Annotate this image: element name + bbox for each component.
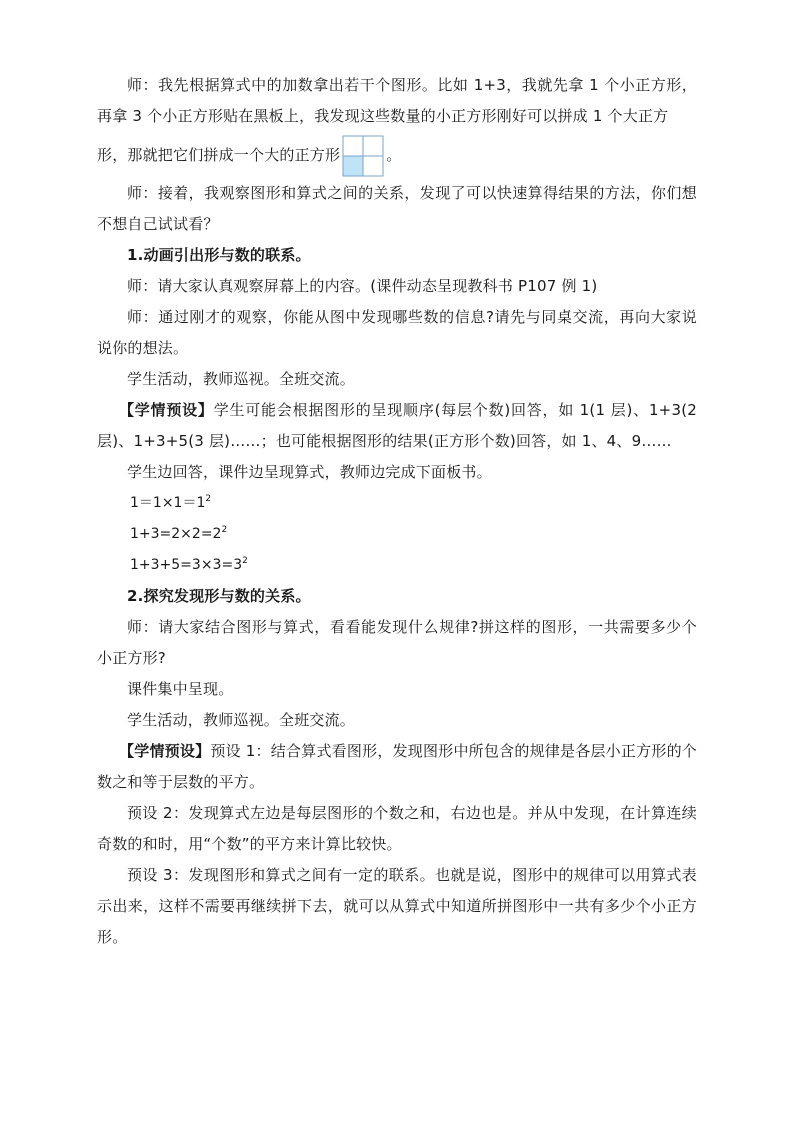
paragraph-text: 预设 3：发现图形和算式之间有一定的联系。也就是说，图形中的规律可以用算式表示出来，这样不需要再继续拼下去，就可以从算式中知道所拼图形中一共有多少个小正方形。 bbox=[97, 866, 697, 946]
exponent: 2 bbox=[205, 494, 212, 504]
preset-tag: 【学情预设】 bbox=[119, 742, 211, 760]
paragraph-with-figure bbox=[97, 133, 697, 177]
paragraph bbox=[97, 302, 697, 364]
paragraph-text: 师：接着，我观察图形和算式之间的关系，发现了可以快速算得结果的方法，你们想不想自己试试看？ bbox=[97, 184, 697, 233]
section-heading bbox=[97, 581, 697, 612]
paragraph-text: 预设 2：发现算式左边是每层图形的个数之和，右边也是。并从中发现，在计算连续奇数的和时，用“个数”的平方来计算比较快。 bbox=[97, 804, 697, 853]
paragraph bbox=[97, 395, 697, 457]
paragraph-text: 师：请大家认真观察屏幕上的内容。(课件动态呈现教科书 P107 例 1) bbox=[127, 277, 598, 295]
document-body bbox=[97, 70, 697, 953]
paragraph bbox=[97, 364, 697, 395]
paragraph-text: 学生可能会根据图形的呈现顺序(每层个数)回答，如 1(1 层)、1+3(2 层)、1+3+5(3 层)……；也可能根据图形的结果(正方形个数)回答，如 1、4、9…… bbox=[97, 401, 697, 450]
paragraph bbox=[97, 674, 697, 705]
paragraph bbox=[97, 271, 697, 302]
paragraph-text: 形，那就把它们拼成一个大的正方形 bbox=[97, 146, 341, 164]
paragraph bbox=[97, 178, 697, 240]
paragraph-text: 预设 1：结合算式看图形，发现图形中所包含的规律是各层小正方形的个数之和等于层数的平方。 bbox=[97, 742, 697, 791]
paragraph-text: 师：请大家结合图形与算式，看看能发现什么规律?拼这样的图形，一共需要多少个小正方形? bbox=[97, 618, 697, 667]
formula-text: 1+3=2×2=2 bbox=[130, 526, 222, 542]
paragraph-text: 师：通过刚才的观察，你能从图中发现哪些数的信息?请先与同桌交流，再向大家说说你的想法。 bbox=[97, 308, 697, 357]
section-heading bbox=[97, 240, 697, 271]
paragraph-text: 课件集中呈现。 bbox=[127, 680, 234, 698]
formula-line bbox=[97, 550, 697, 581]
paragraph-end-mark: 。 bbox=[386, 146, 402, 164]
formula-text: 1+3+5=3×3=3 bbox=[130, 557, 243, 573]
paragraph bbox=[97, 612, 697, 674]
exponent: 2 bbox=[221, 525, 228, 535]
paragraph-text: 学生活动，教师巡视。全班交流。 bbox=[127, 370, 356, 388]
paragraph bbox=[97, 798, 697, 860]
preset-tag: 【学情预设】 bbox=[119, 401, 214, 419]
heading-text: 1.动画引出形与数的联系。 bbox=[127, 246, 311, 264]
paragraph bbox=[97, 736, 697, 798]
paragraph bbox=[97, 70, 697, 132]
formula-text: 1＝1×1＝1 bbox=[130, 495, 206, 511]
heading-text: 2.探究发现形与数的关系。 bbox=[127, 587, 311, 605]
paragraph-text: 师：我先根据算式中的加数拿出若干个图形。比如 1+3，我就先拿 1 个小正方形，再拿 3 个小正方形贴在黑板上，我发现这些数量的小正方形刚好可以拼成 1 个大正方 bbox=[97, 76, 697, 125]
paragraph-text: 学生活动，教师巡视。全班交流。 bbox=[127, 711, 356, 729]
formula-line bbox=[97, 519, 697, 550]
paragraph bbox=[97, 457, 697, 488]
paragraph bbox=[97, 860, 697, 953]
big-square-figure bbox=[342, 135, 384, 177]
exponent: 2 bbox=[242, 556, 248, 566]
formula-line bbox=[97, 488, 697, 519]
paragraph bbox=[97, 705, 697, 736]
paragraph-text: 学生边回答，课件边呈现算式，教师边完成下面板书。 bbox=[127, 463, 492, 481]
